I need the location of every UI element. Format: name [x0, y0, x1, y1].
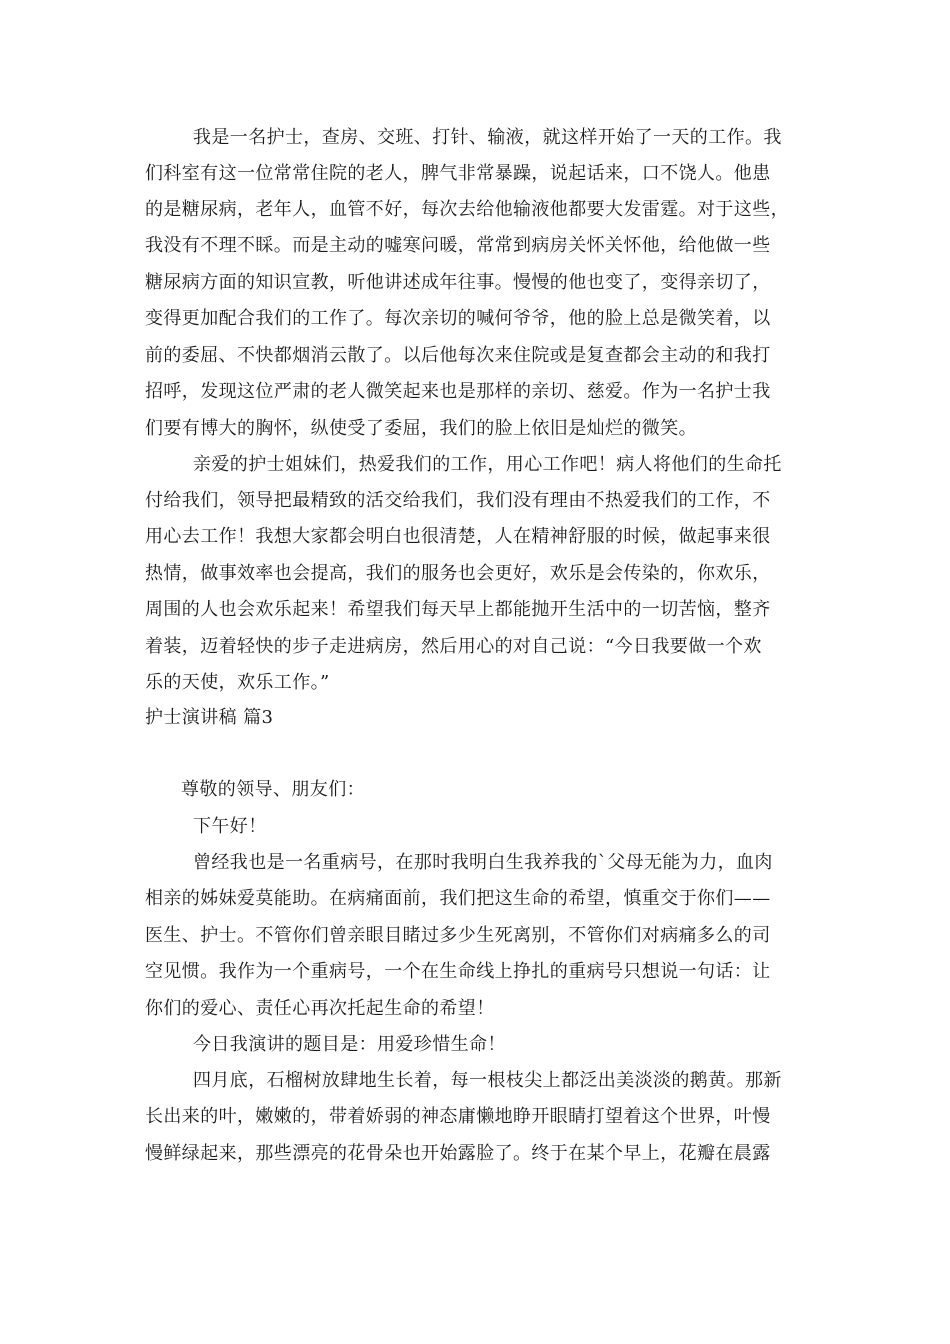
text-line: 医生、护士。不管你们曾亲眼目睹过多少生死离别，不管你们对病痛多么的司: [145, 925, 771, 946]
text-line: 慢鲜绿起来，那些漂亮的花骨朵也开始露脸了。终于在某个早上，花瓣在晨露: [145, 1143, 771, 1164]
salutation: 尊敬的领导、朋友们：: [181, 779, 365, 800]
text-line: 糖尿病方面的知识宣教，听他讲述成年往事。慢慢的他也变了，变得亲切了，: [145, 272, 771, 293]
text-line: 我没有不理不睬。而是主动的嘘寒问暖，常常到病房关怀关怀他，给他做一些: [145, 235, 771, 256]
text-line: 空见惯。我作为一个重病号，一个在生命线上挣扎的重病号只想说一句话：让: [145, 961, 771, 982]
greeting: 下午好！: [193, 816, 267, 837]
text-line: 周围的人也会欢乐起来！希望我们每天早上都能抛开生活中的一切苦恼，整齐: [145, 599, 771, 620]
text-line: 们要有博大的胸怀，纵使受了委屈，我们的脸上依旧是灿烂的微笑。: [145, 418, 697, 439]
text-line: 们科室有这一位常常住院的老人，脾气非常暴躁，说起话来，口不饶人。他患: [145, 163, 771, 184]
text-line: 的是糖尿病，老年人，血管不好，每次去给他输液他都要大发雷霆。对于这些，: [145, 199, 789, 220]
text-line: 变得更加配合我们的工作了。每次亲切的喊何爷爷，他的脸上总是微笑着，以: [145, 308, 771, 329]
text-line: 热情，做事效率也会提高，我们的服务也会更好，欢乐是会传染的，你欢乐，: [145, 563, 771, 584]
text-line: 长出来的叶，嫩嫩的，带着娇弱的神态庸懒地睁开眼睛打望着这个世界，叶慢: [145, 1106, 771, 1127]
text-line: 亲爱的护士姐妹们，热爱我们的工作，用心工作吧！病人将他们的生命托: [193, 454, 782, 475]
text-line: 我是一名护士，查房、交班、打针、输液，就这样开始了一天的工作。我: [193, 127, 782, 148]
section-heading: 护士演讲稿 篇3: [145, 707, 274, 728]
text-line: 相亲的姊妹爱莫能助。在病痛面前，我们把这生命的希望，慎重交于你们——: [145, 888, 771, 909]
text-line: 曾经我也是一名重病号，在那时我明白生我养我的`父母无能为力，血肉: [193, 852, 773, 873]
speech-topic: 今日我演讲的题目是：用爱珍惜生命！: [193, 1034, 506, 1055]
text-line: 用心去工作！我想大家都会明白也很清楚，人在精神舒服的时候，做起事来很: [145, 526, 771, 547]
text-line: 着装，迈着轻快的步子走进病房，然后用心的对自己说：“今日我要做一个欢: [145, 636, 762, 657]
text-line: 付给我们，领导把最精致的活交给我们，我们没有理由不热爱我们的工作，不: [145, 490, 771, 511]
text-line: 乐的天使，欢乐工作。”: [145, 672, 330, 693]
text-line: 四月底，石榴树放肆地生长着，每一根枝尖上都泛出美淡淡的鹅黄。那新: [193, 1070, 782, 1091]
text-line: 你们的爱心、责任心再次托起生命的希望！: [145, 998, 495, 1019]
text-line: 前的委屈、不快都烟消云散了。以后他每次来住院或是复查都会主动的和我打: [145, 345, 771, 366]
text-line: 招呼，发现这位严肃的老人微笑起来也是那样的亲切、慈爱。作为一名护士我: [145, 381, 771, 402]
